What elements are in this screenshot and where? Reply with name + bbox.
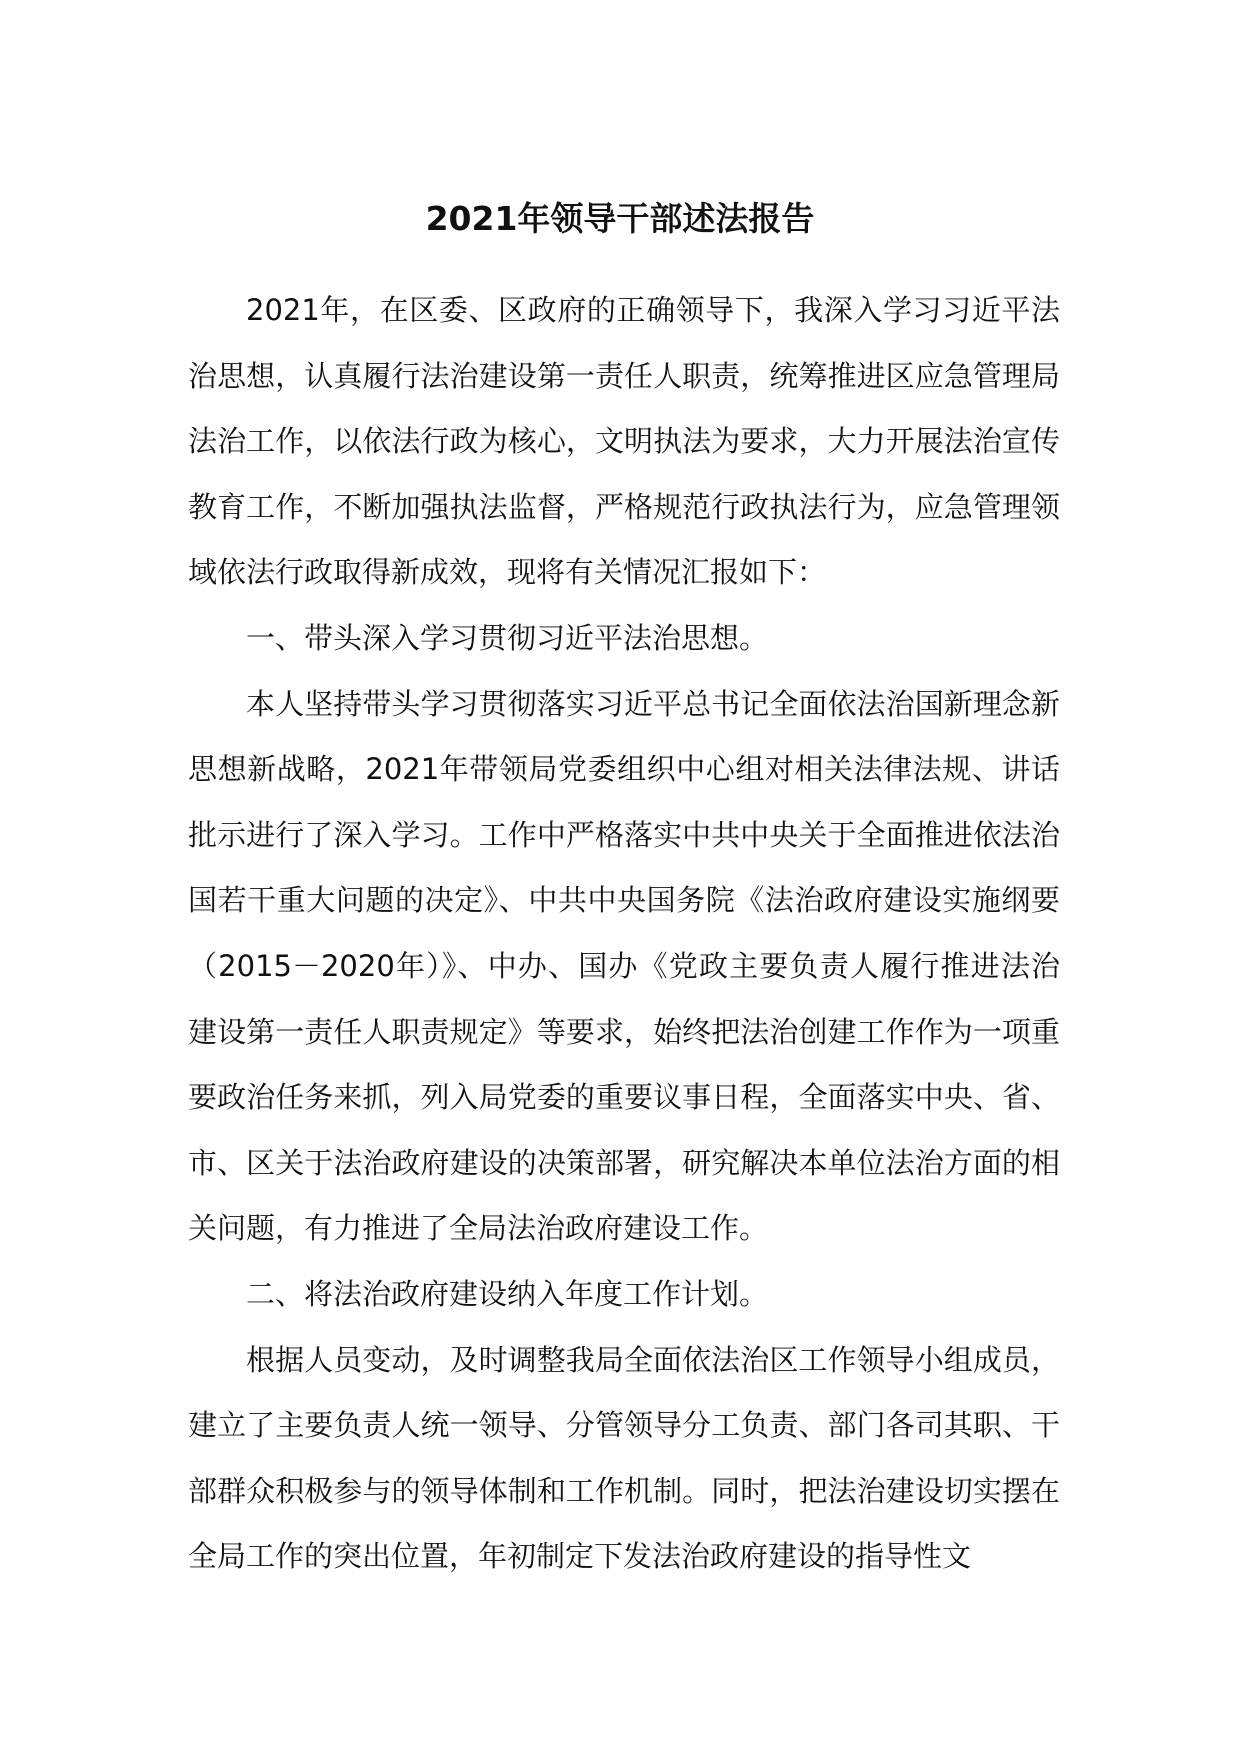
- document-body: [188, 278, 1060, 1590]
- paragraph-section-2: 根据人员变动，及时调整我局全面依法治区工作领导小组成员，建立了主要负责人统一领导、分管领导分工负责、部门各司其职、干部群众积极参与的领导体制和工作机制。同时，把法治建设切实摆在全局工作的突出位置，年初制定下发法治政府建设的指导性文: [188, 1342, 1060, 1574]
- paragraph-section-1: 本人坚持带头学习贯彻落实习近平总书记全面依法治国新理念新思想新战略，2021年带领局党委组织中心组对相关法律法规、讲话批示进行了深入学习。工作中严格落实中共中央关于全面推进依法治国若干重大问题的决定》、中共中央国务院《法治政府建设实施纲要（2015－2020年）》、中办、国办《党政主要负责人履行推进法治建设第一责任人职责规定》等要求，始终把法治创建工作作为一项重要政治任务来抓，列入局党委的重要议事日程，全面落实中央、省、市、区关于法治政府建设的决策部署，研究解决本单位法治方面的相关问题，有力推进了全局法治政府建设工作。: [188, 686, 1060, 1246]
- section-heading-2: 二、将法治政府建设纳入年度工作计划。: [246, 1276, 769, 1311]
- document-title: 2021年领导干部述法报告: [425, 199, 815, 238]
- section-heading-1: 一、带头深入学习贯彻习近平法治思想。: [246, 620, 769, 655]
- paragraph-intro: 2021年，在区委、区政府的正确领导下，我深入学习习近平法治思想，认真履行法治建设第一责任人职责，统筹推进区应急管理局法治工作，以依法行政为核心，文明执法为要求，大力开展法治宣传教育工作，不断加强执法监督，严格规范行政执法行为，应急管理领域依法行政取得新成效，现将有关情况汇报如下：: [188, 293, 1060, 590]
